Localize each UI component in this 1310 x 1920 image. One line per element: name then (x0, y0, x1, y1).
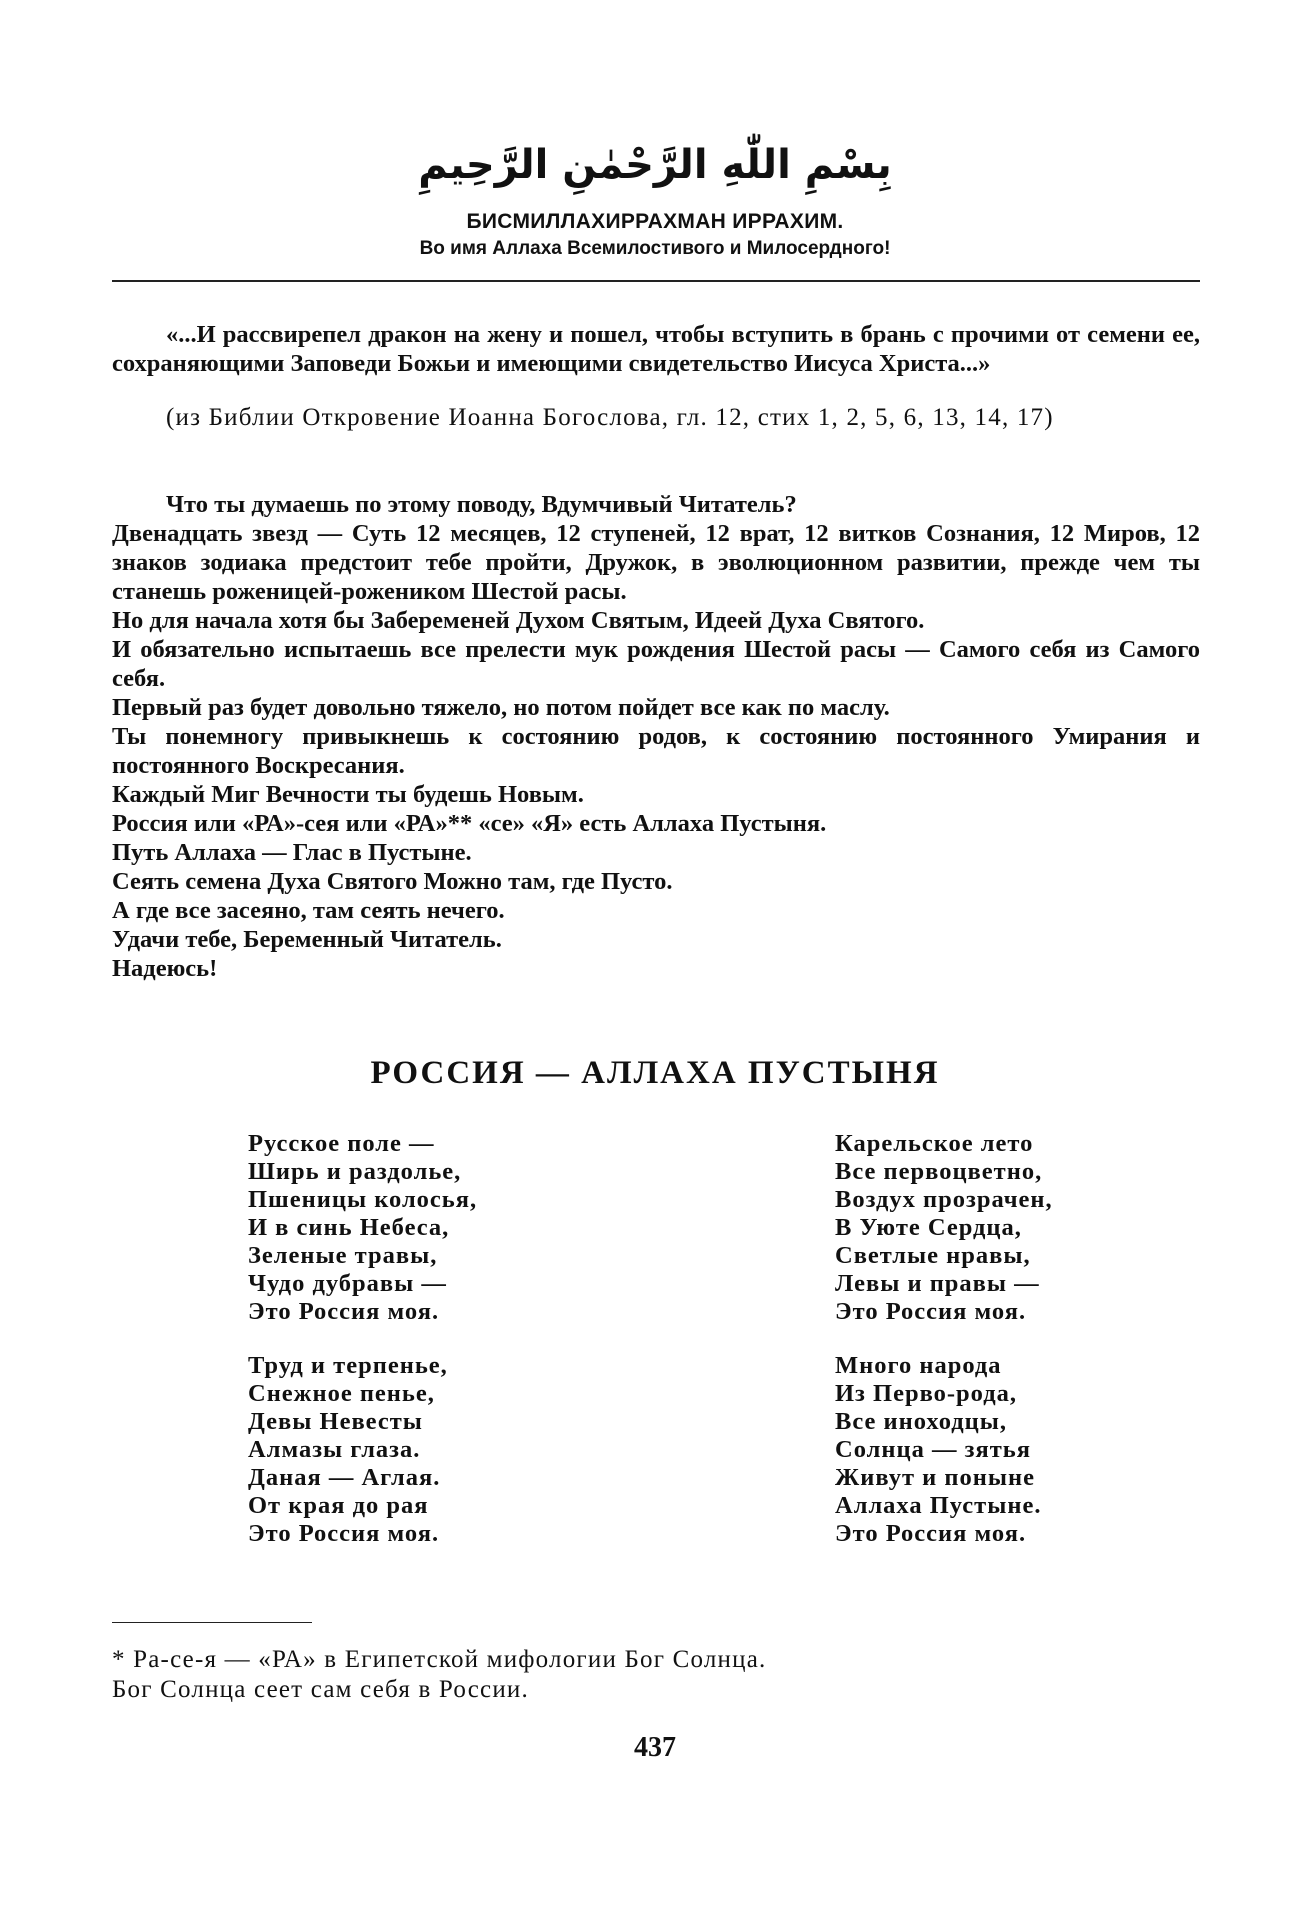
poem-line: Пшеницы колосья, (248, 1186, 478, 1213)
poem-line: Из Перво-рода, (835, 1380, 1017, 1407)
bismillah-calligraphy (418, 120, 892, 210)
poem-line: Карельское лето (835, 1130, 1034, 1157)
poem-line: И в синь Небеса, (248, 1214, 450, 1241)
poem-line: Это Россия моя. (835, 1520, 1027, 1547)
poem-line: Зеленые травы, (248, 1242, 438, 1269)
body-paragraph: Путь Аллаха — Глас в Пустыне. (112, 839, 472, 866)
body-paragraph: Удачи тебе, Беременный Читатель. (112, 926, 502, 953)
stanza-spacer (248, 1326, 477, 1352)
poem-line: Солнца — зятья (835, 1436, 1031, 1463)
body-paragraph: И обязательно испытаешь все прелести мук рождения Шестой расы — Самого себя из Самого себя. (112, 636, 1200, 692)
poem-line: Живут и поныне (835, 1464, 1035, 1491)
poem-line: Воздух прозрачен, (835, 1186, 1053, 1213)
body-text (112, 490, 1200, 983)
body-paragraph: Но для начала хотя бы Забеременей Духом Святым, Идеей Духа Святого. (112, 607, 925, 634)
epigraph-quote: «...И рассвирепел дракон на жену и пошел, чтобы вступить в брань с прочими от семени ее, сохраняющими Заповеди Божьи и имеющими свидетельство Иисуса Христа...» (112, 321, 1200, 377)
body-paragraph: Что ты думаешь по этому поводу, Вдумчивый Читатель? (166, 491, 797, 518)
poem-line: Это Россия моя. (835, 1298, 1027, 1325)
header-divider (112, 280, 1200, 282)
stanza-spacer (835, 1326, 1053, 1352)
body-paragraph: Двенадцать звезд — Суть 12 месяцев, 12 ступеней, 12 врат, 12 витков Сознания, 12 Миров, 12 знаков зодиака предстоит тебе пройти, Дружок, в эволюционном развитии, прежде чем ты станешь роженицей-рожеником Шестой расы. (112, 520, 1200, 605)
epigraph-reference: (из Библии Откровение Иоанна Богослова, гл. 12, стих 1, 2, 5, 6, 13, 14, 17) (166, 404, 1054, 431)
poem-line: Все иноходцы, (835, 1408, 1008, 1435)
poem-line: Светлые нравы, (835, 1242, 1031, 1269)
poem-line: Аллаха Пустыне. (835, 1492, 1042, 1519)
footnote (112, 1645, 1200, 1705)
poem-right-column (835, 1130, 1053, 1548)
body-paragraph: Надеюсь! (112, 955, 218, 982)
poem-line: Труд и терпенье, (248, 1352, 448, 1379)
footnote-line: Бог Солнца сеет сам себя в России. (112, 1676, 529, 1703)
poem-left-column (248, 1130, 477, 1548)
poem-line: Девы Невесты (248, 1408, 423, 1435)
poem-line: Это Россия моя. (248, 1520, 440, 1547)
bismillah-calligraphy-text: بِسْمِ اللّٰهِ الرَّحْمٰنِ الرَّحِيمِ (418, 142, 892, 188)
body-paragraph: Ты понемногу привыкнешь к состоянию родов, к состоянию постоянного Умирания и постоянного Воскресания. (112, 723, 1200, 779)
poem-line: В Уюте Сердца, (835, 1214, 1022, 1241)
poem-line: От края до рая (248, 1492, 429, 1519)
poem-line: Все первоцветно, (835, 1158, 1043, 1185)
body-paragraph: Сеять семена Духа Святого Можно там, где Пусто. (112, 868, 673, 895)
poem-title: РОССИЯ — АЛЛАХА ПУСТЫНЯ (370, 1055, 940, 1091)
body-paragraph: Первый раз будет довольно тяжело, но потом пойдет все как по маслу. (112, 694, 890, 721)
body-paragraph: Россия или «РА»-сея или «РА»** «се» «Я» есть Аллаха Пустыня. (112, 810, 827, 837)
poem-line: Ширь и раздолье, (248, 1158, 462, 1185)
poem-line: Даная — Аглая. (248, 1464, 441, 1491)
header-translation: Во имя Аллаха Всемилостивого и Милосердного! (419, 238, 891, 259)
header-transliteration: БИСМИЛЛАХИРРАХМАН ИРРАХИМ. (466, 210, 844, 233)
poem-line: Это Россия моя. (248, 1298, 440, 1325)
poem-line: Левы и правы — (835, 1270, 1040, 1297)
poem-line: Много народа (835, 1352, 1002, 1379)
footnote-line: * Ра-се-я — «РА» в Египетской мифологии Бог Солнца. (112, 1646, 767, 1673)
poem-line: Снежное пенье, (248, 1380, 435, 1407)
bismillah-header (110, 208, 1200, 262)
footnote-divider (112, 1622, 312, 1623)
poem-line: Русское поле — (248, 1130, 435, 1157)
page-number: 437 (634, 1732, 676, 1763)
poem-line: Чудо дубравы — (248, 1270, 447, 1297)
poem-line: Алмазы глаза. (248, 1436, 421, 1463)
body-paragraph: Каждый Миг Вечности ты будешь Новым. (112, 781, 584, 808)
body-paragraph: А где все засеяно, там сеять нечего. (112, 897, 505, 924)
